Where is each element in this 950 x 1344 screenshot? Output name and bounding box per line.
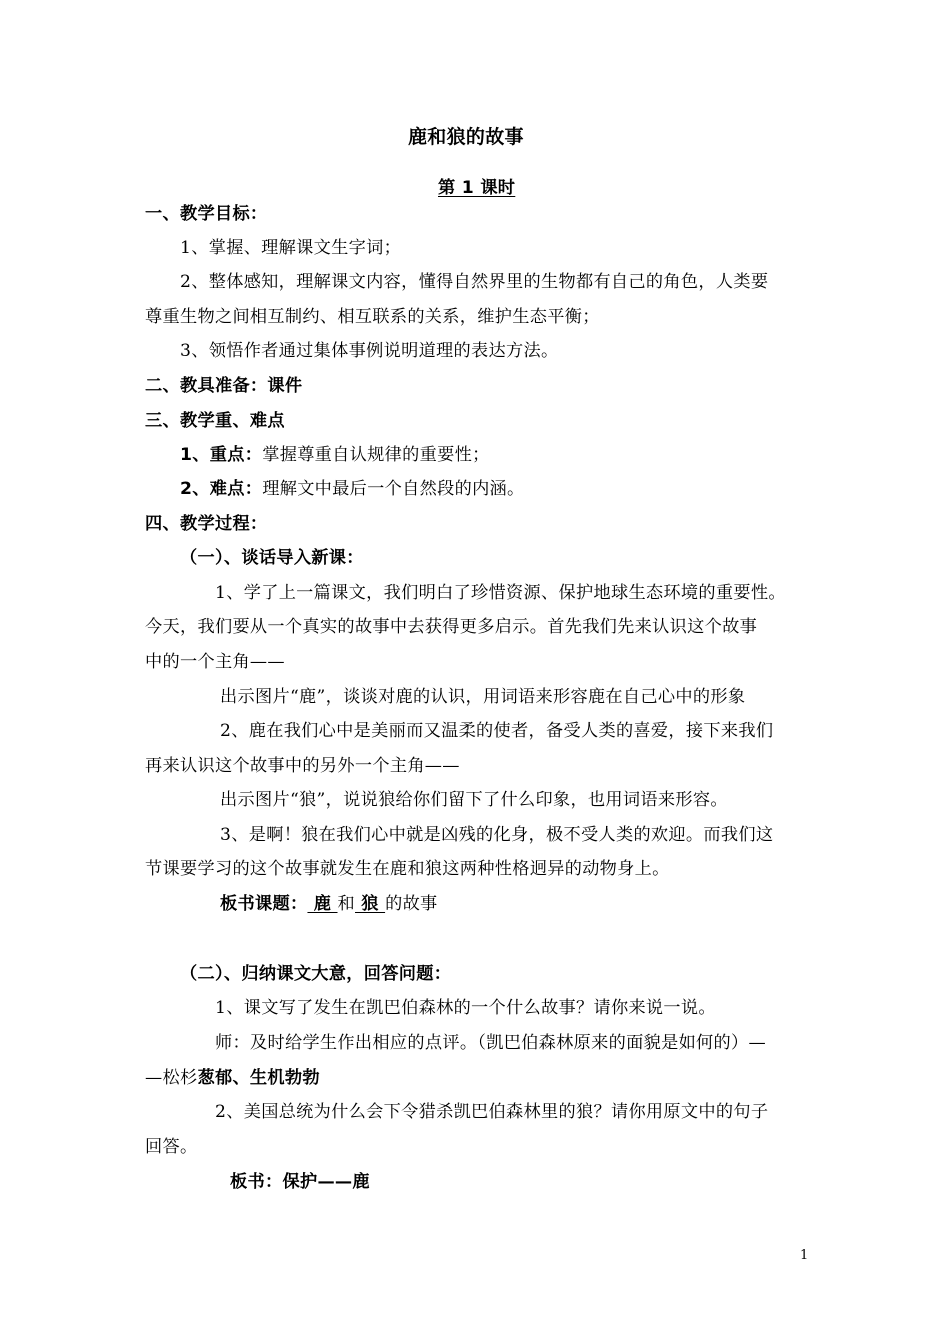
board-and: 和 xyxy=(337,894,356,914)
section4-heading: 四、教学过程： xyxy=(145,514,268,534)
process-line: 今天，我们要从一个真实的故事中去获得更多启示。首先我们先来认识这个故事 xyxy=(145,617,758,637)
process-line: 2、鹿在我们心中是美丽而又温柔的使者，备受人类的喜爱，接下来我们 xyxy=(220,721,774,741)
board-title xyxy=(220,894,438,914)
board-title-label: 板书课题： xyxy=(220,894,308,914)
board-protect: 板书：保护——鹿 xyxy=(230,1172,370,1192)
objective-line: 3、领悟作者通过集体事例说明道理的表达方法。 xyxy=(180,341,559,361)
difficult-point-label: 2、难点： xyxy=(180,479,263,499)
part2-heading: （二）、归纳课文大意，回答问题： xyxy=(180,964,452,984)
teacher-line: 师：及时给学生作出相应的点评。（凯巴伯森林原来的面貌是如何的）— xyxy=(215,1033,767,1053)
key-point-text: 掌握尊重自认规律的重要性； xyxy=(262,445,490,465)
process-line: 3、是啊！狼在我们心中就是凶残的化身，极不受人类的欢迎。而我们这 xyxy=(220,825,774,845)
objective-line: 1、掌握、理解课文生字词； xyxy=(180,238,402,258)
lesson-label: 第 1 课时 xyxy=(438,178,516,198)
process-line: 出示图片“狼”，说说狼给你们留下了什么印象，也用词语来形容。 xyxy=(220,790,728,810)
board-deer: 鹿 xyxy=(307,894,338,914)
section2-heading: 二、教具准备：课件 xyxy=(145,376,303,396)
process-line: 中的一个主角—— xyxy=(145,652,285,672)
document-title: 鹿和狼的故事 xyxy=(408,126,524,148)
question-line: 2、美国总统为什么会下令猎杀凯巴伯森林里的狼？请你用原文中的句子 xyxy=(215,1102,769,1122)
difficult-point xyxy=(180,479,525,499)
process-line: 出示图片“鹿”，谈谈对鹿的认识，用词语来形容鹿在自己心中的形象 xyxy=(220,687,746,707)
teacher-line-bold: 葱郁、生机勃勃 xyxy=(197,1068,320,1088)
process-line: 节课要学习的这个故事就发生在鹿和狼这两种性格迥异的动物身上。 xyxy=(145,859,670,879)
difficult-point-text: 理解文中最后一个自然段的内涵。 xyxy=(262,479,525,499)
teacher-line-prefix: —松杉 xyxy=(145,1068,198,1088)
board-wolf: 狼 xyxy=(355,894,386,914)
key-point-label: 1、重点： xyxy=(180,445,263,465)
process-line: 1、学了上一篇课文，我们明白了珍惜资源、保护地球生态环境的重要性。 xyxy=(215,583,786,603)
process-line: 再来认识这个故事中的另外一个主角—— xyxy=(145,756,460,776)
objective-line: 尊重生物之间相互制约、相互联系的关系，维护生态平衡； xyxy=(145,307,600,327)
section3-heading: 三、教学重、难点 xyxy=(145,411,285,431)
key-point xyxy=(180,445,490,465)
board-tail: 的故事 xyxy=(385,894,438,914)
part1-heading: （一）、谈话导入新课： xyxy=(180,548,364,568)
page-number: 1 xyxy=(800,1248,809,1263)
section1-heading: 一、教学目标： xyxy=(145,204,268,224)
teacher-line-continued xyxy=(145,1068,320,1088)
objective-line: 2、整体感知，理解课文内容，懂得自然界里的生物都有自己的角色，人类要 xyxy=(180,272,769,292)
question-line: 1、课文写了发生在凯巴伯森林的一个什么故事？请你来说一说。 xyxy=(215,998,716,1018)
question-line: 回答。 xyxy=(145,1137,198,1157)
